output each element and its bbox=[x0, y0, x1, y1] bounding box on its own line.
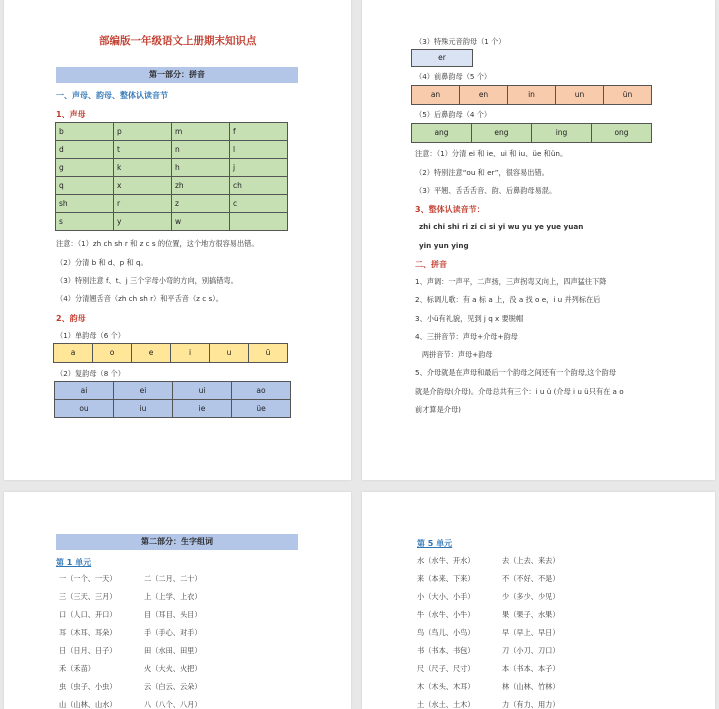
vocab-entry: 山（山林、山水） bbox=[59, 700, 117, 709]
hou-yunmu-cell: eng bbox=[471, 123, 532, 143]
vocab-entry: 小（大小、小手） bbox=[417, 592, 475, 601]
fu-yunmu-cell: iu bbox=[113, 399, 173, 418]
vocab-entry: 日（日月、日子） bbox=[59, 646, 117, 655]
vocab-entry: 牛（水牛、小牛） bbox=[417, 610, 475, 619]
dan-yunmu-cell: ü bbox=[248, 343, 288, 363]
shengmu-cell: p bbox=[113, 122, 172, 141]
vocab-entry: 一（一个、一天） bbox=[59, 574, 117, 583]
shengmu-cell: s bbox=[55, 212, 114, 231]
vocab-entry: 虫（虫子、小虫） bbox=[59, 682, 117, 691]
shengmu-cell: r bbox=[113, 194, 172, 213]
document-title: 部编版一年级语文上册期末知识点 bbox=[99, 35, 257, 47]
vocab-entry: 不（不好、不是） bbox=[502, 574, 560, 583]
vocab-entry: 早（早上、早日） bbox=[502, 628, 560, 637]
vocab-entry: 刀（小刀、刀口） bbox=[502, 646, 560, 655]
shengmu-cell: f bbox=[229, 122, 288, 141]
page-2 bbox=[362, 0, 715, 480]
dan-yunmu-cell: a bbox=[53, 343, 93, 363]
shengmu-heading: 1、声母 bbox=[56, 110, 86, 119]
fu-yunmu-cell: ao bbox=[231, 381, 291, 400]
unit-heading: 第 5 单元 bbox=[417, 539, 453, 548]
shengmu-cell: b bbox=[55, 122, 114, 141]
fu-yunmu-cell: ie bbox=[172, 399, 232, 418]
vocab-entry: 上（上学、上衣） bbox=[144, 592, 202, 601]
fu-yunmu-cell: ei bbox=[113, 381, 173, 400]
note-line: （2）分清 b 和 d、p 和 q。 bbox=[56, 258, 148, 267]
pinyin-line: 就是介韵母(介母)。介母总共有三个：i u ü (介母 i u ü只有在 a o bbox=[415, 387, 624, 396]
shengmu-cell: c bbox=[229, 194, 288, 213]
vocab-entry: 书（书本、书包） bbox=[417, 646, 475, 655]
pinyin-line: 3、小ü有礼貌，见到 j q x 要脱帽 bbox=[415, 314, 524, 323]
note-line: 注意：（1）分清 ei 和 ie、ui 和 iu、üe 和ün。 bbox=[415, 149, 568, 158]
qian-yunmu-cell: in bbox=[507, 85, 556, 105]
vocab-entry: 土（水土、土木） bbox=[417, 700, 475, 709]
pinyin-heading: 二、拼音 bbox=[415, 260, 447, 269]
pinyin-line: 5、介母就是在声母和最后一个韵母之间还有一个韵母,这个韵母 bbox=[415, 368, 616, 377]
vocab-entry: 水（水牛、开水） bbox=[417, 556, 475, 565]
fu-yunmu-cell: ai bbox=[54, 381, 114, 400]
vocab-entry: 手（手心、对手） bbox=[144, 628, 202, 637]
section1-heading: 一、声母、韵母、整体认读音节 bbox=[56, 91, 168, 100]
vocab-entry: 少（多少、少见） bbox=[502, 592, 560, 601]
qian-yunmu-cell: ün bbox=[603, 85, 652, 105]
dan-yunmu-heading: （1）单韵母（6 个） bbox=[56, 331, 125, 340]
hou-yunmu-cell: ong bbox=[591, 123, 652, 143]
qian-yunmu-heading: （4）前鼻韵母（5 个） bbox=[415, 72, 492, 81]
part1-header: 第一部分：拼音 bbox=[56, 67, 298, 83]
unit-heading: 第 1 单元 bbox=[56, 558, 92, 567]
vocab-entry: 木（木头、木耳） bbox=[417, 682, 475, 691]
hou-yunmu-cell: ang bbox=[411, 123, 472, 143]
pinyin-line: 1、声调：一声平，二声扬，三声拐弯又向上，四声猛往下降 bbox=[415, 277, 607, 286]
pinyin-line: 两拼音节：声母+韵母 bbox=[415, 350, 493, 359]
pinyin-line: 2、标调儿歌：有 a 标 a 上，没 a 找 o e，i u 并列标在后 bbox=[415, 295, 601, 304]
vocab-entry: 去（上去、来去） bbox=[502, 556, 560, 565]
note-line: （3）平翘、舌舌舌音、韵、后鼻韵母易混。 bbox=[415, 186, 557, 195]
shengmu-cell: g bbox=[55, 158, 114, 177]
shengmu-cell: n bbox=[171, 140, 230, 159]
qian-yunmu-cell: an bbox=[411, 85, 460, 105]
fu-yunmu-cell: ui bbox=[172, 381, 232, 400]
vocab-entry: 口（人口、开口） bbox=[59, 610, 117, 619]
hou-yunmu-heading: （5）后鼻韵母（4 个） bbox=[415, 110, 492, 119]
te-yunmu-cell: er bbox=[411, 49, 473, 67]
shengmu-cell: j bbox=[229, 158, 288, 177]
fu-yunmu-cell: ou bbox=[54, 399, 114, 418]
vocab-entry: 来（本来、下来） bbox=[417, 574, 475, 583]
te-yunmu-heading: （3）特殊元音韵母（1 个） bbox=[415, 37, 506, 46]
shengmu-cell: ch bbox=[229, 176, 288, 195]
pinyin-line: 4、三拼音节：声母+介母+韵母 bbox=[415, 332, 518, 341]
hou-yunmu-cell: ing bbox=[531, 123, 592, 143]
shengmu-cell: zh bbox=[171, 176, 230, 195]
qian-yunmu-cell: un bbox=[555, 85, 604, 105]
page-3 bbox=[4, 492, 351, 709]
shengmu-cell: t bbox=[113, 140, 172, 159]
vocab-entry: 目（耳目、头目） bbox=[144, 610, 202, 619]
vocab-entry: 耳（木耳、耳朵） bbox=[59, 628, 117, 637]
zhengti-heading: 3、整体认读音节： bbox=[415, 205, 485, 214]
shengmu-cell bbox=[229, 212, 288, 231]
dan-yunmu-cell: u bbox=[209, 343, 249, 363]
yunmu-heading: 2、韵母 bbox=[56, 314, 86, 323]
shengmu-cell: q bbox=[55, 176, 114, 195]
zhengti-line: yin yun ying bbox=[419, 241, 469, 250]
note-line: （3）特别注意 f、t、j 三个字母小弯的方向，别搞错弯。 bbox=[56, 276, 238, 285]
fu-yunmu-heading: （2）复韵母（8 个） bbox=[56, 369, 125, 378]
note-line: （2）特别注意“ou 和 er”，很容易出错。 bbox=[415, 168, 549, 177]
part2-header: 第二部分：生字组词 bbox=[56, 534, 298, 550]
vocab-entry: 林（山林、竹林） bbox=[502, 682, 560, 691]
shengmu-cell: k bbox=[113, 158, 172, 177]
page-4 bbox=[362, 492, 715, 709]
vocab-entry: 力（有力、用力） bbox=[502, 700, 560, 709]
vocab-entry: 本（书本、本子） bbox=[502, 664, 560, 673]
qian-yunmu-cell: en bbox=[459, 85, 508, 105]
shengmu-cell: z bbox=[171, 194, 230, 213]
vocab-entry: 八（八个、八月） bbox=[144, 700, 202, 709]
page-1 bbox=[4, 0, 351, 480]
vocab-entry: 云（白云、云朵） bbox=[144, 682, 202, 691]
shengmu-cell: y bbox=[113, 212, 172, 231]
vocab-entry: 鸟（鸟儿、小鸟） bbox=[417, 628, 475, 637]
shengmu-cell: w bbox=[171, 212, 230, 231]
pinyin-line: 前才算是介母) bbox=[415, 405, 461, 414]
note-line: （4）分清翘舌音（zh ch sh r）和平舌音（z c s）。 bbox=[56, 294, 223, 303]
dan-yunmu-cell: i bbox=[170, 343, 210, 363]
vocab-entry: 火（大火、火把） bbox=[144, 664, 202, 673]
vocab-entry: 禾（禾苗） bbox=[59, 664, 95, 673]
note-line: 注意：（1）zh ch sh r 和 z c s 的位置，这个地方很容易出错。 bbox=[56, 239, 259, 248]
zhengti-line: zhi chi shi ri zi ci si yi wu yu ye yue yuan bbox=[419, 222, 584, 231]
vocab-entry: 田（水田、田里） bbox=[144, 646, 202, 655]
dan-yunmu-cell: o bbox=[92, 343, 132, 363]
shengmu-cell: x bbox=[113, 176, 172, 195]
vocab-entry: 果（果子、水果） bbox=[502, 610, 560, 619]
fu-yunmu-cell: üe bbox=[231, 399, 291, 418]
shengmu-cell: l bbox=[229, 140, 288, 159]
vocab-entry: 二（二月、二十） bbox=[144, 574, 202, 583]
shengmu-cell: d bbox=[55, 140, 114, 159]
shengmu-cell: m bbox=[171, 122, 230, 141]
vocab-entry: 尺（尺子、尺寸） bbox=[417, 664, 475, 673]
vocab-entry: 三（三天、三月） bbox=[59, 592, 117, 601]
dan-yunmu-cell: e bbox=[131, 343, 171, 363]
shengmu-cell: h bbox=[171, 158, 230, 177]
shengmu-cell: sh bbox=[55, 194, 114, 213]
